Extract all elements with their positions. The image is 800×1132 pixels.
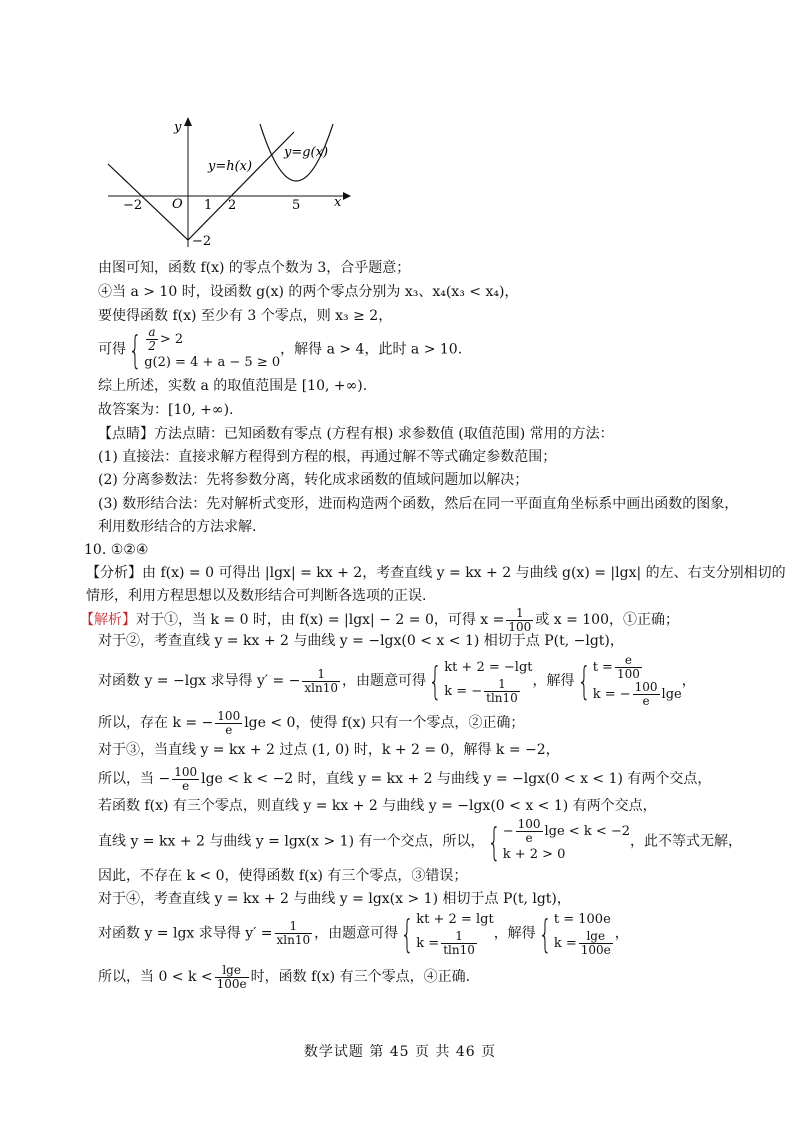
brace: { <box>576 659 591 703</box>
solution-system: t = $\frac{e}{100}$ k = − $\frac{100}{e}$ lge <box>592 653 682 708</box>
text-line-system: 对函数 y = lgx 求导得 y′ = $\frac{1}{xln10}$ ，由题意可得{ kt + 2 = lgt k = $\frac{1}{tln10}$ ，解得{ t = 100e k = $\frac{\lg e}{100e}$ ， <box>98 911 629 957</box>
text-line: 所以，当 0 < k < $\frac{\lg e}{100e}$ 时，函数 f(x) 有三个零点，④正确. <box>98 962 471 991</box>
text-line: 【解析】对于①，当 k = 0 时，由 f(x) = |lgx| − 2 = 0，可得 x = $\frac{1}{100}$ 或 x = 100，①正确； <box>80 605 679 634</box>
fraction: $\frac{1}{tln10}$ <box>443 929 475 957</box>
fraction: $\frac{1}{xln10}$ <box>276 919 311 947</box>
text-line-system <box>98 326 462 370</box>
text-line: ④当 a > 10 时，设函数 g(x) 的两个零点分别为 x₃、x₄(x₃ < x₄)， <box>98 284 519 300</box>
y-axis-label: y <box>174 120 182 135</box>
tick-2: 2 <box>228 198 237 213</box>
tick-y-neg2: −2 <box>192 234 212 249</box>
x-axis-label: x <box>334 195 342 210</box>
equation-system: kt + 2 = −lgt k = − $\frac{1}{tln10}$ <box>444 659 533 705</box>
function-graph <box>98 112 358 252</box>
h-curve-label: y=h(x) <box>208 159 253 174</box>
text-line: 要使得函数 f(x) 至少有 3 个零点，则 x₃ ≥ 2， <box>98 308 393 324</box>
text-line: 情形，利用方程思想以及数形结合可判断各选项的正误. <box>86 588 427 604</box>
text-line: 利用数形结合的方法求解. <box>98 519 257 535</box>
text-line-system: 对函数 y = −lgx 求导得 y′ = − $\frac{1}{xln10}$ ，由题意可得{ kt + 2 = −lgt k = − $\frac{1}{tln10}$ ，解得{ t = $\frac{e}{100}$ k = − $\frac{100}{e}$ lge ， <box>98 653 696 708</box>
equation-system: $\frac{a}{2}$ > 2 g(2) = 4 + a − 5 ≥ 0 <box>144 325 281 370</box>
answer-number: 10. ①②④ <box>84 542 149 558</box>
text-line: 【点睛】方法点睛：已知函数有零点 (方程有根) 求参数值 (取值范围) 常用的方法： <box>98 426 614 442</box>
fraction: $\frac{e}{100}$ <box>616 653 640 681</box>
text-line: 对于③，当直线 y = kx + 2 过点 (1, 0) 时，k + 2 = 0，解得 k = −2， <box>98 742 560 758</box>
analysis-tag: 【解析】 <box>80 612 136 628</box>
text-line: 综上所述，实数 a 的取值范围是 [10, +∞). <box>98 378 368 394</box>
text-line: 故答案为：[10, +∞). <box>98 402 234 418</box>
tick-1: 1 <box>204 198 213 213</box>
fraction: $\frac{a}{2}$ <box>148 325 156 353</box>
fraction: $\frac{\lg e}{100e}$ <box>580 929 611 957</box>
fraction: $\frac{1}{xln10}$ <box>304 666 339 695</box>
solution-system: t = 100e k = $\frac{\lg e}{100e}$ <box>553 912 611 957</box>
text: ，解得 a > 4，此时 a > 10. <box>280 341 463 358</box>
fraction: $\frac{1}{tln10}$ <box>486 676 518 705</box>
text-line: 所以，当 − $\frac{100}{e}$ lge < k < −2 时，直线 y = kx + 2 与曲线 y = −lgx(0 < x < 1) 有两个交点， <box>98 764 712 793</box>
inequality-system: − $\frac{100}{e}$ lge < k < −2 k + 2 > 0 <box>502 817 631 862</box>
text-line: 【分析】由 f(x) = 0 可得出 |lgx| = kx + 2，考查直线 y = kx + 2 与曲线 g(x) = |lgx| 的左、右支分别相切的 <box>86 565 786 581</box>
fraction: $\frac{100}{e}$ <box>517 817 541 845</box>
text-line: 对于②，考查直线 y = kx + 2 与曲线 y = −lgx(0 < x < 1) 相切于点 P(t, −lgt)， <box>98 633 624 649</box>
brace: { <box>486 819 501 864</box>
fraction: $\frac{100}{e}$ <box>634 680 658 708</box>
text-line: 对于④，考查直线 y = kx + 2 与曲线 y = lgx(x > 1) 相切于点 P(t, lgt)， <box>98 891 571 907</box>
brace: { <box>538 911 552 956</box>
brace: { <box>400 911 414 956</box>
fraction: $\frac{1}{100}$ <box>508 605 532 634</box>
origin-label: O <box>172 197 183 212</box>
fraction: $\frac{\lg e}{100e}$ <box>216 962 247 991</box>
tick-5: 5 <box>292 198 301 213</box>
equation-system: kt + 2 = lgt k = $\frac{1}{tln10}$ <box>416 912 494 957</box>
tick-neg2: −2 <box>123 198 143 213</box>
text-line: (2) 分离参数法：先将参数分离，转化成求函数的值域问题加以解决； <box>98 472 529 488</box>
text-line: 因此，不存在 k < 0，使得函数 f(x) 有三个零点，③错误； <box>98 868 468 884</box>
fraction: $\frac{100}{e}$ <box>217 708 241 737</box>
brace: { <box>428 659 442 703</box>
text: 可得 <box>98 341 126 358</box>
text-line: 若函数 f(x) 有三个零点，则直线 y = kx + 2 与曲线 y = −lgx(0 < x < 1) 有两个交点， <box>98 798 657 814</box>
page-footer: 数学试题 第 45 页 共 46 页 <box>303 1044 497 1060</box>
brace: { <box>128 327 142 372</box>
text-line: (3) 数形结合法：先对解析式变形，进而构造两个函数，然后在同一平面直角坐标系中画出函数的图象， <box>98 496 739 512</box>
text-line: (1) 直接法：直接求解方程得到方程的根，再通过解不等式确定参数范围； <box>98 449 557 465</box>
text-line: 所以，存在 k = − $\frac{100}{e}$ lge < 0，使得 f(x) 只有一个零点，②正确； <box>98 708 525 737</box>
text-line-system: 直线 y = kx + 2 与曲线 y = lgx(x > 1) 有一个交点，所以，{ − $\frac{100}{e}$ lge < k < −2 k + 2 > 0 ，此不等式无解， <box>98 817 743 864</box>
g-curve-label: y=g(x) <box>284 145 329 160</box>
fraction: $\frac{100}{e}$ <box>174 764 198 793</box>
text-line: 由图可知，函数 f(x) 的零点个数为 3，合乎题意； <box>98 260 411 276</box>
